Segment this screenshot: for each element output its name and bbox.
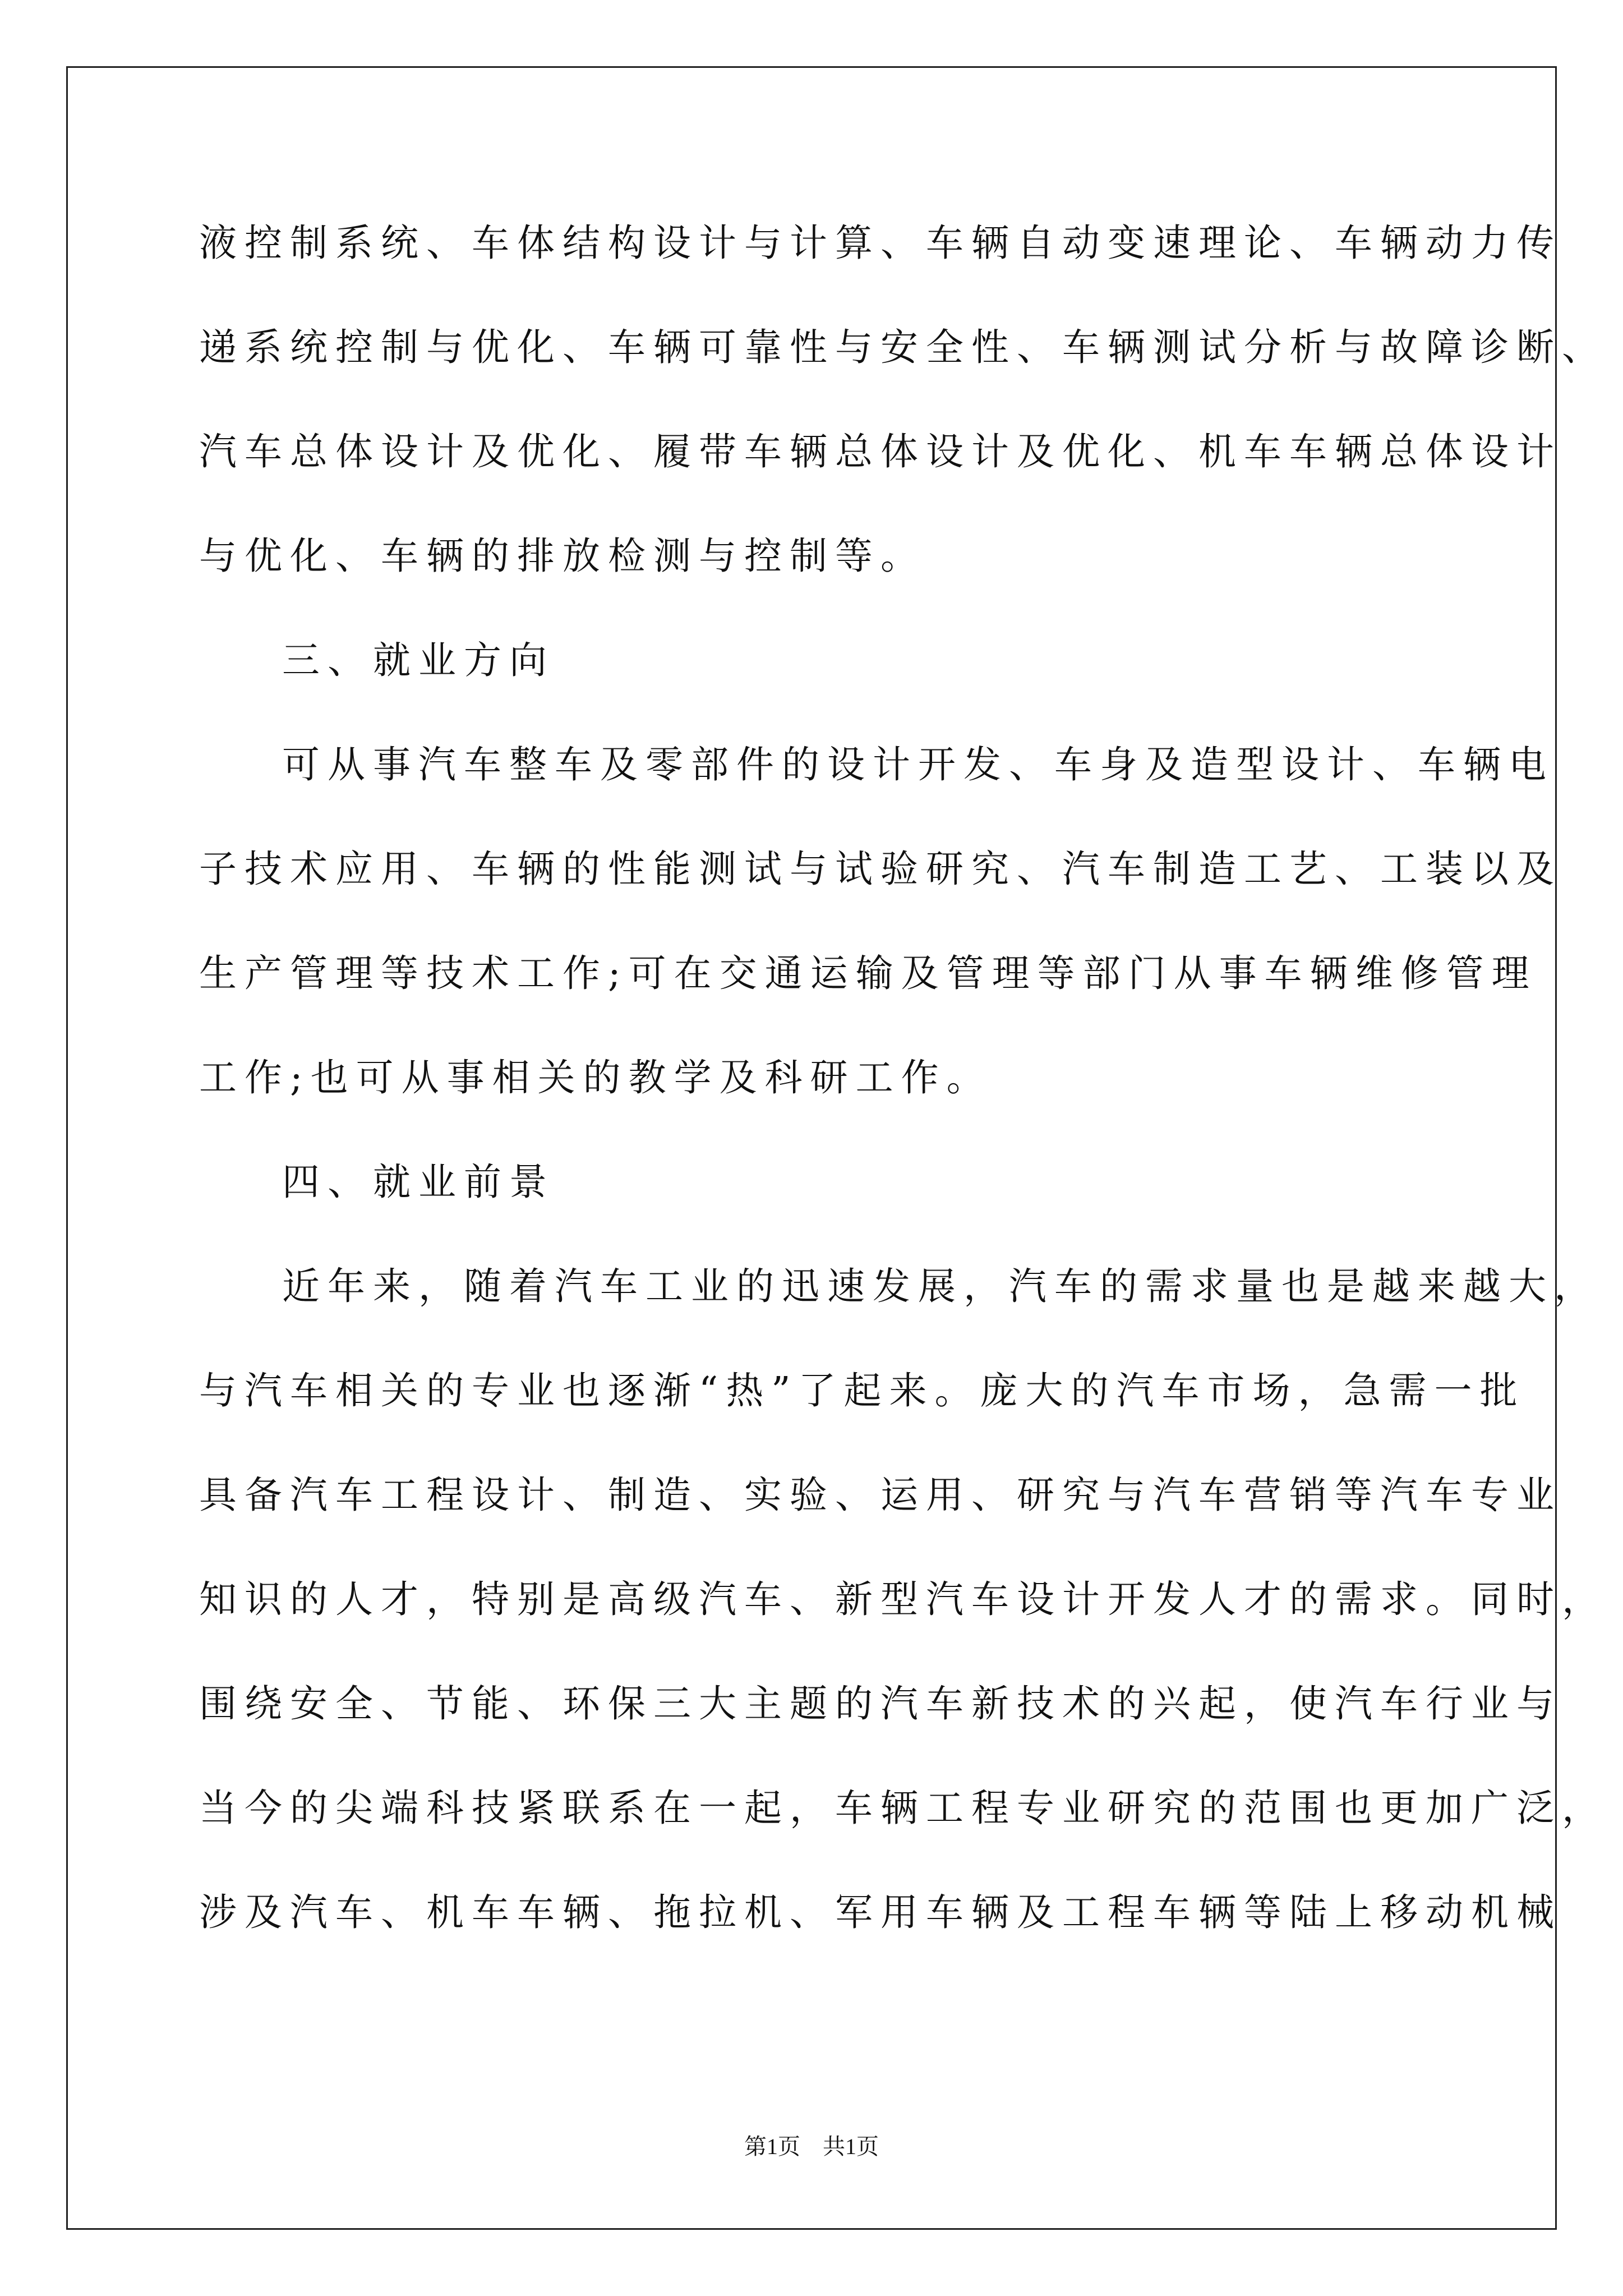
body-line: 汽车总体设计及优化、履带车辆总体设计及优化、机车车辆总体设计	[199, 430, 1562, 473]
section-heading-employment-direction: 三、就业方向	[282, 638, 555, 682]
section-heading-employment-prospects: 四、就业前景	[282, 1160, 555, 1204]
body-line: 子技术应用、车辆的性能测试与试验研究、汽车制造工艺、工装以及	[199, 847, 1562, 891]
body-line: 生产管理等技术工作;可在交通运输及管理等部门从事车辆维修管理	[199, 951, 1537, 995]
body-line: 涉及汽车、机车车辆、拖拉机、军用车辆及工程车辆等陆上移动机械	[199, 1890, 1562, 1934]
body-line: 递系统控制与优化、车辆可靠性与安全性、车辆测试分析与故障诊断、	[199, 325, 1607, 369]
body-line: 与优化、车辆的排放检测与控制等。	[199, 534, 926, 578]
body-line: 围绕安全、节能、环保三大主题的汽车新技术的兴起，使汽车行业与	[199, 1682, 1562, 1726]
body-line: 工作;也可从事相关的教学及科研工作。	[199, 1056, 992, 1099]
body-line: 近年来，随着汽车工业的迅速发展，汽车的需求量也是越来越大，	[282, 1264, 1599, 1308]
body-line: 液控制系统、车体结构设计与计算、车辆自动变速理论、车辆动力传	[199, 221, 1562, 265]
body-line: 当今的尖端科技紧联系在一起，车辆工程专业研究的范围也更加广泛，	[199, 1786, 1607, 1830]
body-line: 具备汽车工程设计、制造、实验、运用、研究与汽车营销等汽车专业	[199, 1473, 1562, 1517]
body-line: 知识的人才，特别是高级汽车、新型汽车设计开发人才的需求。同时，	[199, 1577, 1607, 1621]
body-line: 可从事汽车整车及零部件的设计开发、车身及造型设计、车辆电	[282, 743, 1554, 786]
body-line: 与汽车相关的专业也逐渐“热”了起来。庞大的汽车市场，急需一批	[199, 1369, 1525, 1412]
page-number-footer: 第1页 共1页	[744, 2134, 879, 2159]
